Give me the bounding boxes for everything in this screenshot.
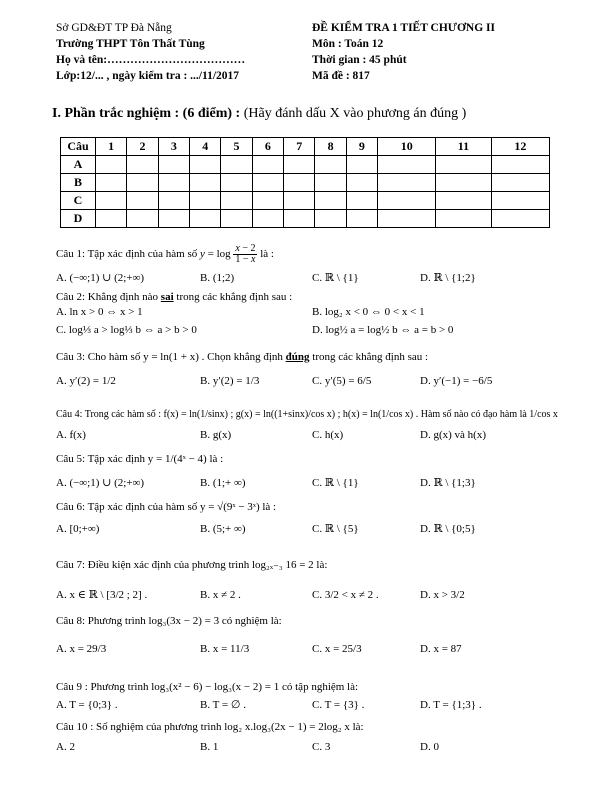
answer-cell[interactable] xyxy=(378,210,436,228)
answer-cell[interactable] xyxy=(221,174,252,192)
answer-col: 1 xyxy=(96,138,127,156)
answer-cell[interactable] xyxy=(252,192,283,210)
fraction: $\frac{x - 2}{1 - x}$ xyxy=(235,243,256,265)
answer-cell[interactable] xyxy=(436,210,491,228)
header-school: Trường THPT Tôn Thất Tùng xyxy=(56,38,205,50)
answer-table xyxy=(60,137,550,228)
section-heading: I. Phần trắc nghiệm : (6 điểm) : xyxy=(52,106,241,121)
q3-option-c[interactable]: C. y′(5) = 6/5 xyxy=(312,375,372,387)
answer-col: 12 xyxy=(491,138,549,156)
header-department: Sở GD&ĐT TP Đà Nẵng xyxy=(56,22,172,34)
answer-cell[interactable] xyxy=(436,192,491,210)
answer-cell[interactable] xyxy=(378,174,436,192)
answer-cell[interactable] xyxy=(284,210,315,228)
header-name-line: Họ và tên:……………………………… xyxy=(56,54,246,66)
question-text: trong các khẳng định sau : xyxy=(176,291,293,303)
answer-cell[interactable] xyxy=(346,174,377,192)
q7-option-b[interactable]: B. x ≠ 2 . xyxy=(200,589,241,601)
answer-col: 2 xyxy=(127,138,158,156)
answer-cell[interactable] xyxy=(315,210,346,228)
question-text: Câu 1: Tập xác định của hàm số xyxy=(56,248,198,261)
header-class-line: Lớp:12/... , ngày kiểm tra : .../11/2017 xyxy=(56,70,240,82)
answer-cell[interactable] xyxy=(96,156,127,174)
answer-col: 11 xyxy=(436,138,491,156)
question-10: Câu 10 : Số nghiệm của phương trình log₂ x.log₃(2x − 1) = 2log₂ x là: xyxy=(56,721,364,733)
q6-option-c[interactable]: C. ℝ \ {5} xyxy=(312,523,359,535)
answer-cell[interactable] xyxy=(346,192,377,210)
q10-option-d[interactable]: D. 0 xyxy=(420,741,439,753)
answer-cell[interactable] xyxy=(221,192,252,210)
q4-option-c[interactable]: C. h(x) xyxy=(312,429,344,441)
answer-col: 7 xyxy=(284,138,315,156)
answer-col: 3 xyxy=(158,138,189,156)
answer-row xyxy=(61,156,550,174)
answer-cell[interactable] xyxy=(158,156,189,174)
answer-cell[interactable] xyxy=(221,210,252,228)
q2-option-b[interactable]: B. log₂ x < 0 ⇔ 0 < x < 1 xyxy=(312,306,425,318)
answer-cell[interactable] xyxy=(284,174,315,192)
q10-option-a[interactable]: A. 2 xyxy=(56,741,75,753)
q9-option-d[interactable]: D. T = {1;3} . xyxy=(420,699,482,711)
exam-subject: Môn : Toán 12 xyxy=(312,38,384,50)
q2-option-d[interactable]: D. log½ a = log½ b ⇔ a = b > 0 xyxy=(312,324,454,336)
answer-cell[interactable] xyxy=(190,156,221,174)
q6-option-d[interactable]: D. ℝ \ {0;5} xyxy=(420,523,476,535)
answer-cell[interactable] xyxy=(436,156,491,174)
question-8: Câu 8: Phương trình log₃(3x − 2) = 3 có nghiệm là: xyxy=(56,615,282,627)
answer-cell[interactable] xyxy=(315,156,346,174)
q8-option-a[interactable]: A. x = 29/3 xyxy=(56,643,107,655)
answer-cell[interactable] xyxy=(378,192,436,210)
answer-col: 6 xyxy=(252,138,283,156)
answer-cell[interactable] xyxy=(491,210,549,228)
keyword-dung: đúng xyxy=(285,351,310,363)
answer-row-label: B xyxy=(61,174,96,192)
question-text: trong các khẳng định sau : xyxy=(312,351,429,363)
q10-option-c[interactable]: C. 3 xyxy=(312,741,331,753)
answer-row-label: A xyxy=(61,156,96,174)
answer-cell[interactable] xyxy=(315,174,346,192)
section-title xyxy=(52,106,466,122)
question-6: Câu 6: Tập xác định của hàm số y = √(9ˣ − 3ˣ) là : xyxy=(56,501,277,513)
answer-col: 8 xyxy=(315,138,346,156)
exam-code: Mã đề : 817 xyxy=(312,70,370,82)
answer-col: 5 xyxy=(221,138,252,156)
q10-option-b[interactable]: B. 1 xyxy=(200,741,219,753)
answer-cell[interactable] xyxy=(252,174,283,192)
question-3 xyxy=(56,350,428,364)
answer-cell[interactable] xyxy=(127,210,158,228)
question-1: Câu 1: Tập xác định của hàm số y = log $\frac{x - 2}{1 - x}$ là : xyxy=(56,243,274,265)
q3-option-a[interactable]: A. y′(2) = 1/2 xyxy=(56,375,116,387)
answer-row-label: D xyxy=(61,210,96,228)
answer-row xyxy=(61,174,550,192)
q8-option-b[interactable]: B. x = 11/3 xyxy=(200,643,250,655)
answer-cell[interactable] xyxy=(346,156,377,174)
answer-cell[interactable] xyxy=(346,210,377,228)
answer-col: 4 xyxy=(190,138,221,156)
question-2 xyxy=(56,290,292,304)
exam-title: ĐỀ KIỂM TRA 1 TIẾT CHƯƠNG II xyxy=(312,22,495,34)
q5-option-a[interactable]: A. (−∞;1) ∪ (2;+∞) xyxy=(56,477,145,489)
q5-option-d[interactable]: D. ℝ \ {1;3} xyxy=(420,477,476,489)
answer-cell[interactable] xyxy=(96,192,127,210)
q2-option-a[interactable]: A. ln x > 0 ⇔ x > 1 xyxy=(56,306,143,318)
q8-option-c[interactable]: C. x = 25/3 xyxy=(312,643,362,655)
answer-cell[interactable] xyxy=(252,156,283,174)
answer-cell[interactable] xyxy=(221,156,252,174)
answer-cell[interactable] xyxy=(284,156,315,174)
question-5: Câu 5: Tập xác định y = 1/(4ˣ − 4) là : xyxy=(56,453,224,465)
keyword-sai: sai xyxy=(160,291,174,303)
answer-cell[interactable] xyxy=(96,210,127,228)
q7-option-a[interactable]: A. x ∈ ℝ \ [3/2 ; 2] . xyxy=(56,589,148,601)
answer-col: 9 xyxy=(346,138,377,156)
answer-row xyxy=(61,192,550,210)
section-note: (Hãy đánh dấu X vào phương án đúng ) xyxy=(243,106,467,121)
header-right xyxy=(312,20,572,84)
q9-option-c[interactable]: C. T = {3} . xyxy=(312,699,365,711)
answer-cell[interactable] xyxy=(158,210,189,228)
q9-option-a[interactable]: A. T = {0;3} . xyxy=(56,699,118,711)
q1-option-b[interactable]: B. (1;2) xyxy=(200,272,235,284)
answer-cell[interactable] xyxy=(491,174,549,192)
answer-cell[interactable] xyxy=(190,210,221,228)
answer-cell[interactable] xyxy=(284,192,315,210)
answer-corner: Câu xyxy=(61,138,96,156)
answer-cell[interactable] xyxy=(315,192,346,210)
exam-duration: Thời gian : 45 phút xyxy=(312,54,407,66)
q9-option-b[interactable]: B. T = ∅ . xyxy=(200,699,246,711)
q7-option-d[interactable]: D. x > 3/2 xyxy=(420,589,465,601)
q5-option-c[interactable]: C. ℝ \ {1} xyxy=(312,477,359,489)
q7-option-c[interactable]: C. 3/2 < x ≠ 2 . xyxy=(312,589,379,601)
answer-cell[interactable] xyxy=(190,174,221,192)
answer-cell[interactable] xyxy=(127,174,158,192)
q1-option-a[interactable]: A. (−∞;1) ∪ (2;+∞) xyxy=(56,272,145,284)
q2-option-c[interactable]: C. log⅓ a > log⅓ b ⇔ a > b > 0 xyxy=(56,324,197,336)
question-tail: là : xyxy=(260,248,274,261)
question-text: Câu 3: Cho hàm số y = ln(1 + x) . Chọn khẳng định xyxy=(56,351,283,363)
q3-option-b[interactable]: B. y′(2) = 1/3 xyxy=(200,375,260,387)
answer-cell[interactable] xyxy=(127,156,158,174)
q4-option-a[interactable]: A. f(x) xyxy=(56,429,86,441)
answer-cell[interactable] xyxy=(96,174,127,192)
q6-option-b[interactable]: B. (5;+ ∞) xyxy=(200,523,246,535)
q4-option-b[interactable]: B. g(x) xyxy=(200,429,232,441)
answer-cell[interactable] xyxy=(190,192,221,210)
q3-option-d[interactable]: D. y′(−1) = −6/5 xyxy=(420,375,493,387)
question-4: Câu 4: Trong các hàm số : f(x) = ln(1/sinx) ; g(x) = ln((1+sinx)/cos x) ; h(x) = ln(1/cos x) . Hàm số nào có đạo hàm là 1/cos x xyxy=(56,409,558,420)
answer-row xyxy=(61,210,550,228)
answer-cell[interactable] xyxy=(436,174,491,192)
q1-option-c[interactable]: C. ℝ \ {1} xyxy=(312,272,359,284)
answer-row-label: C xyxy=(61,192,96,210)
question-7: Câu 7: Điều kiện xác định của phương trình log₂ₓ₋₃ 16 = 2 là: xyxy=(56,559,328,571)
answer-cell[interactable] xyxy=(378,156,436,174)
answer-cell[interactable] xyxy=(127,192,158,210)
answer-table-header xyxy=(61,138,550,156)
question-9: Câu 9 : Phương trình log₃(x² − 6) − log₃(x − 2) = 1 có tập nghiệm là: xyxy=(56,681,359,693)
q6-option-a[interactable]: A. [0;+∞) xyxy=(56,523,100,535)
answer-cell[interactable] xyxy=(491,156,549,174)
question-text: Câu 2: Khẳng định nào xyxy=(56,291,159,303)
q5-option-b[interactable]: B. (1;+ ∞) xyxy=(200,477,246,489)
answer-cell[interactable] xyxy=(158,174,189,192)
q8-option-d[interactable]: D. x = 87 xyxy=(420,643,462,655)
answer-cell[interactable] xyxy=(491,192,549,210)
q4-option-d[interactable]: D. g(x) và h(x) xyxy=(420,429,486,441)
q1-option-d[interactable]: D. ℝ \ {1;2} xyxy=(420,272,476,284)
answer-col: 10 xyxy=(378,138,436,156)
answer-cell[interactable] xyxy=(252,210,283,228)
header-left xyxy=(56,20,316,84)
answer-cell[interactable] xyxy=(158,192,189,210)
